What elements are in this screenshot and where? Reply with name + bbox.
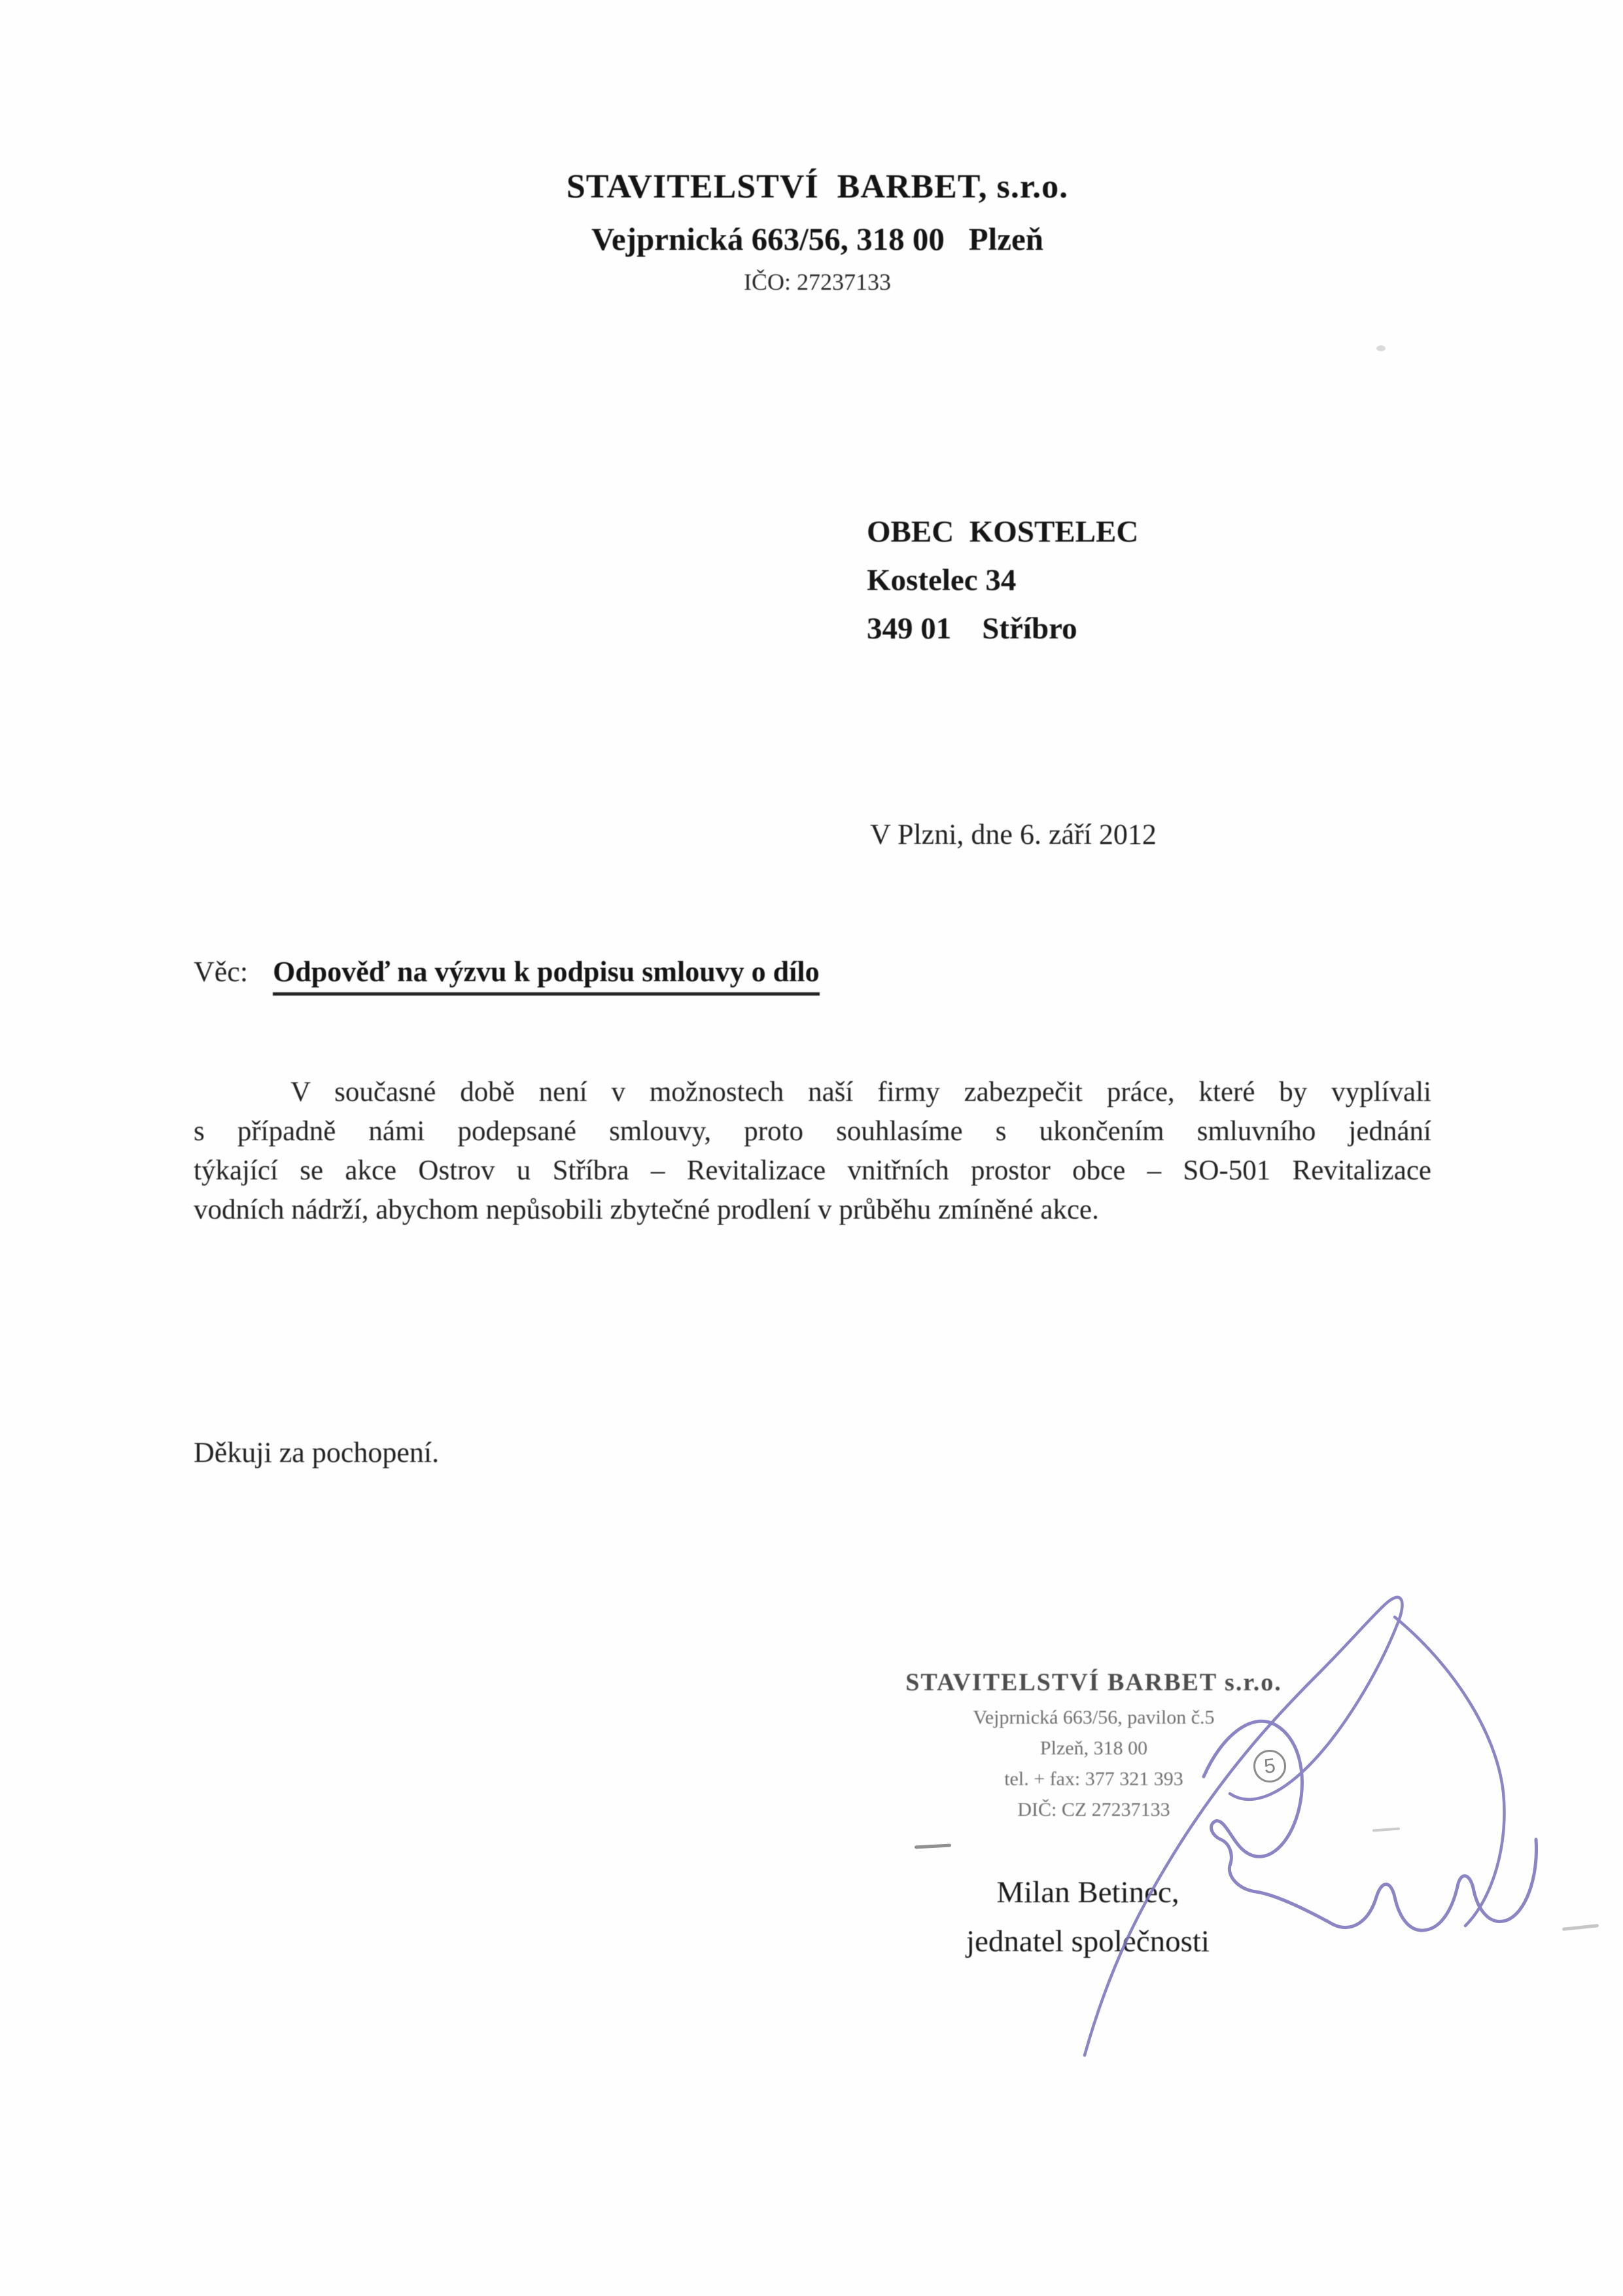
recipient-address-block: [867, 508, 1138, 653]
company-stamp: [832, 1668, 1355, 1825]
signer-name: Milan Betinec,: [996, 1875, 1179, 1909]
stamp-company-name: STAVITELSTVÍ BARBET s.r.o.: [905, 1669, 1282, 1696]
scan-artifact-dash: [1372, 1828, 1400, 1832]
letterhead-registration-number: IČO: 27237133: [744, 269, 891, 295]
letterhead-address: Vejprnická 663/56, 318 00 Plzeň: [591, 221, 1043, 257]
recipient-street: Kostelec 34: [867, 563, 1017, 597]
subject-line: [194, 955, 820, 988]
circled-number-badge: 5: [1252, 1748, 1288, 1784]
body-line: vodních nádrží, abychom nepůsobili zbytečné prodlení v průběhu zmíněné akce.: [194, 1194, 1099, 1225]
closing-line: Děkuji za pochopení.: [194, 1436, 440, 1469]
letterhead-company-name: STAVITELSTVÍ BARBET, s.r.o.: [566, 168, 1069, 205]
scan-artifact-dash: [1562, 1924, 1599, 1931]
date-line: V Plzni, dne 6. září 2012: [870, 818, 1157, 850]
recipient-name: OBEC KOSTELEC: [867, 515, 1139, 549]
body-line: s případně námi podepsané smlouvy, proto souhlasíme s ukončením smluvního jednání: [194, 1116, 1431, 1147]
body-line: týkající se akce Ostrov u Stříbra – Revitalizace vnitřních prostor obce – SO-501 Revitalizace: [194, 1155, 1431, 1186]
stamp-city: Plzeň, 318 00: [1039, 1737, 1148, 1759]
letterhead: [0, 167, 1623, 296]
signature-tail-and-loop: [1085, 1597, 1403, 2055]
signature-right-arc: [1395, 1617, 1505, 1926]
scan-artifact-speck: [1376, 345, 1386, 351]
recipient-city: 349 01 Stříbro: [867, 612, 1077, 646]
stamp-address: Vejprnická 663/56, pavilon č.5: [973, 1707, 1215, 1728]
subject-label: Věc:: [194, 956, 249, 988]
subject-title: Odpověď na výzvu k podpisu smlouvy o dílo: [273, 956, 820, 996]
body-paragraph: [194, 1073, 1431, 1230]
stamp-vat-number: DIČ: CZ 27237133: [1017, 1799, 1170, 1820]
signer-role: jednatel společnosti: [966, 1924, 1210, 1958]
stamp-phone: tel. + fax: 377 321 393: [1004, 1768, 1183, 1790]
signer-block: [826, 1868, 1350, 1966]
body-line: V současné době není v možnostech naší firmy zabezpečit práce, které by vyplívali: [290, 1077, 1431, 1107]
scan-artifact-dash: [915, 1844, 951, 1849]
